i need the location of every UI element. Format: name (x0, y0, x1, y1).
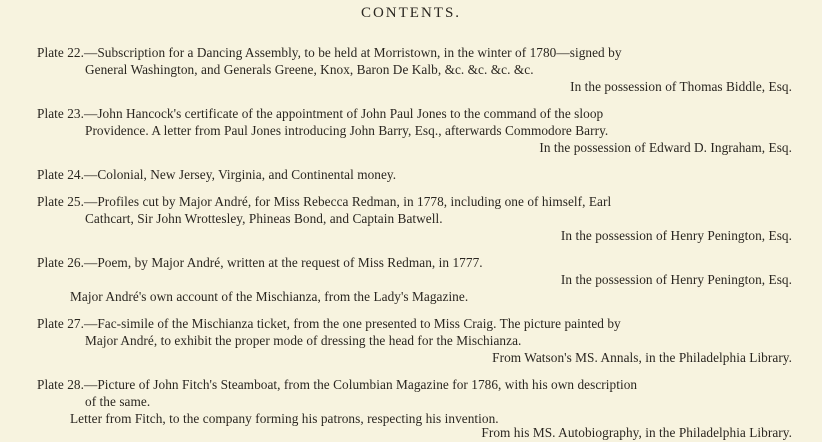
entry-line: Plate 23.—John Hancock's certificate of the appointment of John Paul Jones to the command of the sloop (37, 106, 604, 121)
entry-line: Cathcart, Sir John Wrottesley, Phineas Bond, and Captain Batwell. (85, 211, 443, 226)
entry-line: General Washington, and Generals Greene, Knox, Baron De Kalb, &c. &c. &c. &c. (85, 62, 534, 77)
entry-line: Plate 25.—Profiles cut by Major André, for Miss Rebecca Redman, in 1778, including one of himself, Earl (37, 194, 612, 209)
entry-line: Providence. A letter from Paul Jones introducing John Barry, Esq., afterwards Commodore Barry. (85, 123, 609, 138)
entry-extra-line: Major André's own account of the Mischianza, from the Lady's Magazine. (70, 289, 469, 304)
page-heading: CONTENTS. (360, 5, 462, 21)
entry-line: Plate 27.—Fac-simile of the Mischianza ticket, from the one presented to Miss Craig. The picture painted by (37, 316, 621, 331)
possession-line: In the possession of Henry Penington, Esq. (560, 272, 792, 287)
possession-line: In the possession of Edward D. Ingraham, Esq. (539, 140, 792, 155)
entry-line: Plate 26.—Poem, by Major André, written at the request of Miss Redman, in 1777. (37, 255, 483, 270)
entry-line: of the same. (85, 394, 151, 409)
entry-line: Plate 22.—Subscription for a Dancing Assembly, to be held at Morristown, in the winter of 1780—signed by (37, 45, 622, 60)
entry-line: Major André, to exhibit the proper mode of dressing the head for the Mischianza. (85, 333, 522, 348)
entry-line: Plate 24.—Colonial, New Jersey, Virginia, and Continental money. (37, 167, 397, 182)
possession-line: In the possession of Henry Penington, Esq. (560, 228, 792, 243)
possession-line: From Watson's MS. Annals, in the Philadelphia Library. (492, 350, 792, 365)
possession-line: In the possession of Thomas Biddle, Esq. (570, 79, 792, 94)
entry-line: Plate 28.—Picture of John Fitch's Steamboat, from the Columbian Magazine for 1786, with his own description (37, 377, 638, 392)
entry-extra-line: Letter from Fitch, to the company forming his patrons, respecting his invention. (70, 411, 499, 426)
possession-line: From his MS. Autobiography, in the Philadelphia Library. (481, 425, 792, 440)
